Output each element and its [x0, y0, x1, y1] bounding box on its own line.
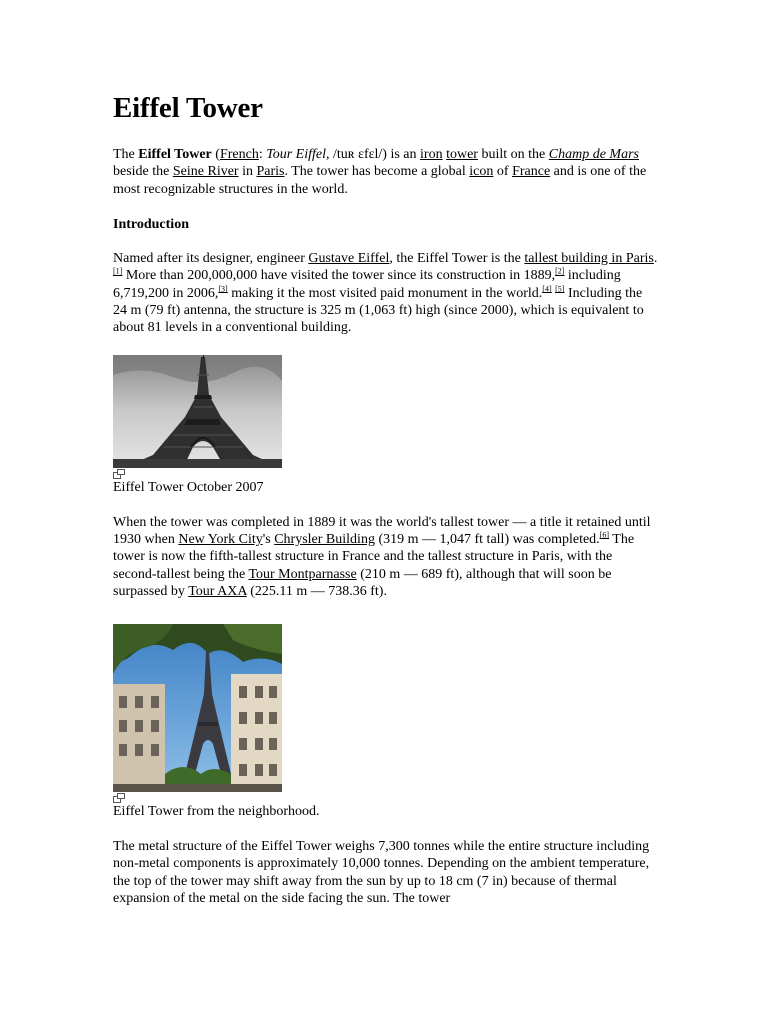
reference-link-4[interactable]: [4]: [542, 284, 552, 294]
page-title: Eiffel Tower: [113, 92, 263, 124]
link-tour-montparnasse[interactable]: Tour Montparnasse: [248, 566, 357, 582]
link-icon[interactable]: icon: [469, 164, 494, 180]
metal-paragraph: The metal structure of the Eiffel Tower weighs 7,300 tonnes while the entire structure including non-metal components is approximately 10,000 tonnes. Depending on the ambient temperature, the top of the tower may shift away from the sun by up to 18 cm (7 in) because of thermal expansion of the metal on the side facing the sun. The tower: [113, 839, 650, 907]
reference-link-6[interactable]: [6]: [599, 530, 610, 540]
link-france[interactable]: France: [512, 164, 551, 180]
figure-october-2007: [113, 355, 658, 479]
link-new-york-city[interactable]: New York City: [178, 531, 263, 547]
link-tower[interactable]: tower: [446, 147, 478, 162]
figure-caption-2: Eiffel Tower from the neighborhood.: [113, 804, 320, 820]
link-tallest-building[interactable]: tallest building in Paris: [524, 251, 654, 267]
link-paris[interactable]: Paris: [256, 164, 285, 180]
reference-link-2[interactable]: [2]: [555, 266, 565, 276]
reference-link-5[interactable]: [5]: [555, 284, 565, 294]
reference-link-1[interactable]: [1]: [113, 266, 123, 276]
section-heading-introduction: Introduction: [113, 216, 189, 232]
enlarge-icon[interactable]: [113, 793, 125, 803]
reference-link-3[interactable]: [3]: [218, 284, 228, 294]
article-content: [113, 88, 658, 925]
enlarge-icon[interactable]: [113, 469, 125, 479]
figure-neighborhood: [113, 624, 658, 803]
history-paragraph: When the tower was completed in 1889 it was the world's tallest tower — a title it retained until 1930 when New York City's Chrysler Building (319 m — 1,047 ft tall) was completed.[6] The tower is now the fifth-tallest structure in France and the tallest structure in Paris, with the second-tallest being the Tour Montparnasse (210 m — 689 ft), although that will soon be surpassed by Tour AXA (225.11 m — 738.36 ft).: [113, 514, 651, 599]
lead-paragraph: The Eiffel Tower (French: Tour Eiffel, /tuʀ ɛfɛl/) is an iron tower built on the Champ de Mars beside the Seine River in Paris. The tower has become a global icon of France and is one of the most recognizable structures in the world.: [113, 147, 647, 197]
tour-eiffel-term: Tour Eiffel: [266, 147, 326, 162]
link-seine-river[interactable]: Seine River: [172, 164, 239, 180]
link-iron[interactable]: iron: [420, 147, 443, 162]
lead-bold-term: Eiffel Tower: [138, 147, 212, 162]
intro-paragraph: Named after its designer, engineer Gustave Eiffel, the Eiffel Tower is the tallest building in Paris.[1] More than 200,000,000 have visited the tower since its construction in 1889,[2] including 6,719,200 in 2006,[3] making it the most visited paid monument in the world.[4] [5] Including the 24 m (79 ft) antenna, the structure is 325 m (1,063 ft) high (since 2000), which is equivalent to about 81 levels in a conventional building.: [113, 251, 658, 336]
link-chrysler-building[interactable]: Chrysler Building: [274, 531, 375, 547]
link-french[interactable]: French: [219, 147, 259, 162]
link-tour-axa[interactable]: Tour AXA: [188, 583, 247, 599]
figure-caption-1: Eiffel Tower October 2007: [113, 479, 264, 495]
eiffel-tower-bw-photo[interactable]: [113, 355, 282, 468]
eiffel-tower-street-photo[interactable]: [113, 624, 282, 792]
link-gustave-eiffel[interactable]: Gustave Eiffel: [308, 251, 390, 267]
link-champ-de-mars[interactable]: Champ de Mars: [548, 147, 639, 162]
